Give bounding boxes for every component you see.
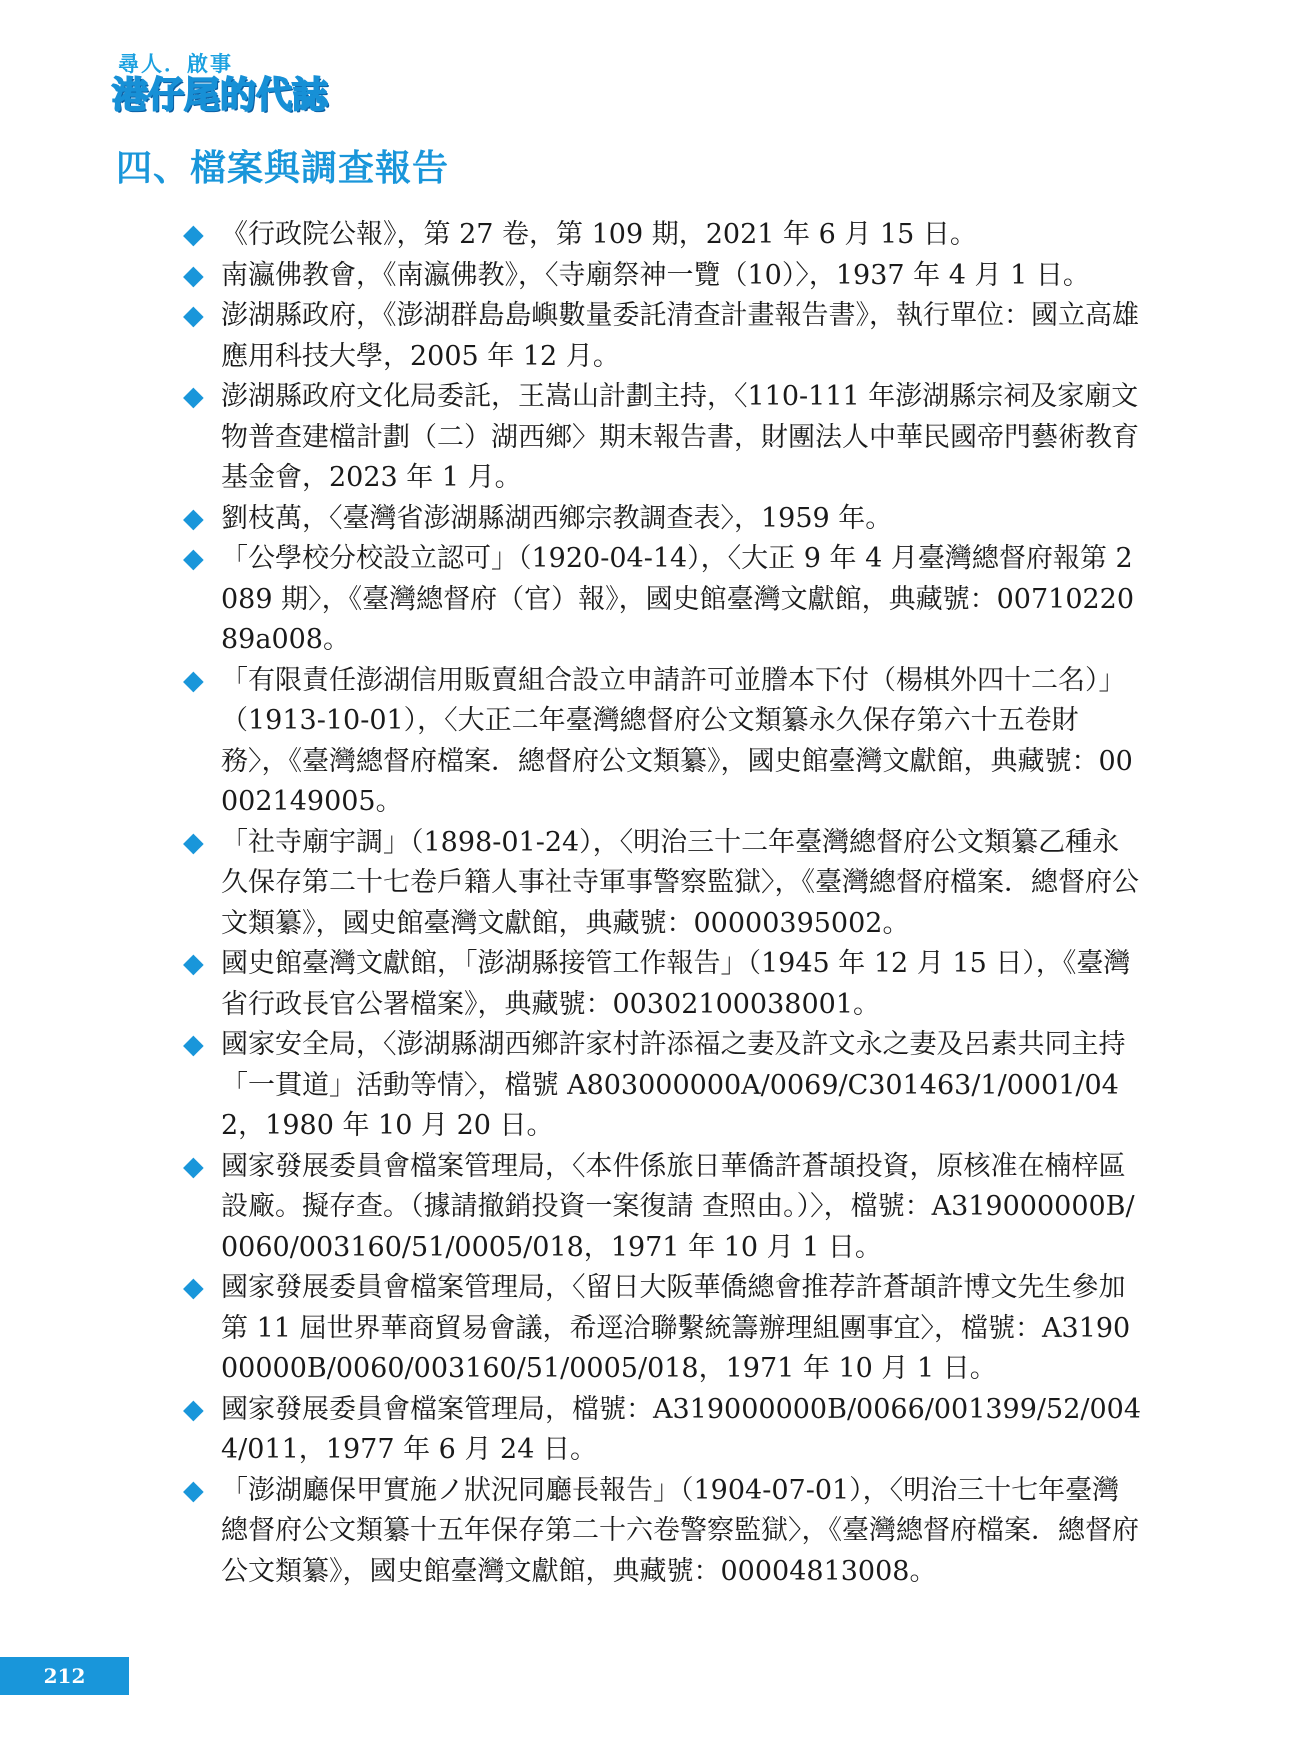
diamond-bullet-icon: ◆ [183,1474,204,1506]
logo-subtitle: 尋人．啟事 [118,52,233,76]
reference-item [183,377,1143,499]
reference-item [183,296,1143,377]
reference-item [183,1471,1143,1593]
reference-list [183,215,1143,1592]
diamond-bullet-icon: ◆ [183,948,204,979]
reference-item [183,499,1143,540]
reference-item [183,539,1143,661]
diamond-bullet-icon: ◆ [183,664,204,696]
diamond-bullet-icon: ◆ [183,381,204,412]
diamond-bullet-icon: ◆ [183,219,204,250]
reference-text: 劉枝萬，〈臺灣省澎湖縣湖西鄉宗教調查表〉，1959 年。 [221,502,893,534]
reference-text: 澎湖縣政府文化局委託，王嵩山計劃主持，〈110-111 年澎湖縣宗祠及家廟文物普查建檔計劃（二）湖西鄉〉期末報告書，財團法人中華民國帝門藝術教育基金會，2023 年 1 月。 [221,381,1139,493]
reference-item [183,215,1143,256]
reference-text: 南瀛佛教會，《南瀛佛教》，〈寺廟祭神一覽（10）〉，1937 年 4 月 1 日。 [221,259,1090,291]
reference-text: 《行政院公報》，第 27 卷，第 109 期，2021 年 6 月 15 日。 [221,219,977,250]
diamond-bullet-icon: ◆ [183,1393,204,1425]
logo-title: 港仔尾的代誌 [112,75,329,116]
page-number: 212 [0,1657,129,1695]
reference-item [183,1390,1143,1471]
diamond-bullet-icon: ◆ [183,1150,204,1182]
diamond-bullet-icon: ◆ [183,543,204,574]
reference-item [183,944,1143,1025]
reference-text: 國家安全局，〈澎湖縣湖西鄉許家村許添福之妻及許文永之妻及呂素共同主持「一貫道」活動等情〉，檔號 A803000000A/0069/C301463/1/0001/042，1980 年 10 月 20 日。 [221,1029,1126,1141]
reference-item [183,823,1143,945]
reference-text: 「澎湖廳保甲實施ノ狀況同廳長報告」（1904-07-01），〈明治三十七年臺灣總督府公文類纂十五年保存第二十六卷警察監獄〉，《臺灣總督府檔案．總督府公文類纂》，國史館臺灣文獻館，典藏號：00004813008。 [221,1474,1139,1587]
reference-text: 國家發展委員會檔案管理局，〈留日大阪華僑總會推荐許蒼頡許博文先生參加第 11 屆世界華商貿易會議，希逕洽聯繫統籌辦理組團事宜〉，檔號：A319000000B/0060/003160/51/0005/018，1971 年 10 月 1 日。 [221,1272,1131,1384]
reference-text: 國史館臺灣文獻館，「澎湖縣接管工作報告」（1945 年 12 月 15 日），《臺灣省行政長官公署檔案》，典藏號：00302100038001。 [221,948,1131,1020]
reference-text: 澎湖縣政府，《澎湖群島島嶼數量委託清查計畫報告書》，執行單位：國立高雄應用科技大學，2005 年 12 月。 [221,300,1139,372]
diamond-bullet-icon: ◆ [183,1029,204,1060]
diamond-bullet-icon: ◆ [183,826,204,858]
diamond-bullet-icon: ◆ [183,300,204,331]
reference-item [183,1268,1143,1390]
reference-text: 「有限責任澎湖信用販賣組合設立申請許可並謄本下付（楊棋外四十二名）」（1913-10-01），〈大正二年臺灣總督府公文類纂永久保存第六十五卷財務〉，《臺灣總督府檔案．總督府公文類纂》，國史館臺灣文獻館，典藏號：00002149005。 [221,664,1133,817]
reference-text: 國家發展委員會檔案管理局，〈本件係旅日華僑許蒼頡投資，原核准在楠梓區設廠。擬存查。（據請撤銷投資一案復請 查照由。）〉，檔號：A319000000B/0060/003160/51/0005/018，1971 年 10 月 1 日。 [221,1150,1135,1263]
reference-item [183,1025,1143,1147]
book-logo [112,52,372,116]
diamond-bullet-icon: ◆ [183,259,204,291]
reference-item [183,661,1143,823]
diamond-bullet-icon: ◆ [183,502,204,534]
reference-text: 國家發展委員會檔案管理局，檔號：A319000000B/0066/001399/52/0044/011，1977 年 6 月 24 日。 [221,1393,1142,1465]
section-title: 四、檔案與調查報告 [116,147,450,189]
reference-text: 「社寺廟宇調」（1898-01-24），〈明治三十二年臺灣總督府公文類纂乙種永久保存第二十七卷戶籍人事社寺軍事警察監獄〉，《臺灣總督府檔案．總督府公文類纂》，國史館臺灣文獻館，典藏號：00000395002。 [221,826,1139,939]
reference-item [183,256,1143,297]
reference-item [183,1147,1143,1269]
reference-text: 「公學校分校設立認可」（1920-04-14），〈大正 9 年 4 月臺灣總督府報第 2089 期〉，《臺灣總督府（官）報》，國史館臺灣文獻館，典藏號：0071022089a008。 [221,543,1135,655]
diamond-bullet-icon: ◆ [183,1272,204,1303]
